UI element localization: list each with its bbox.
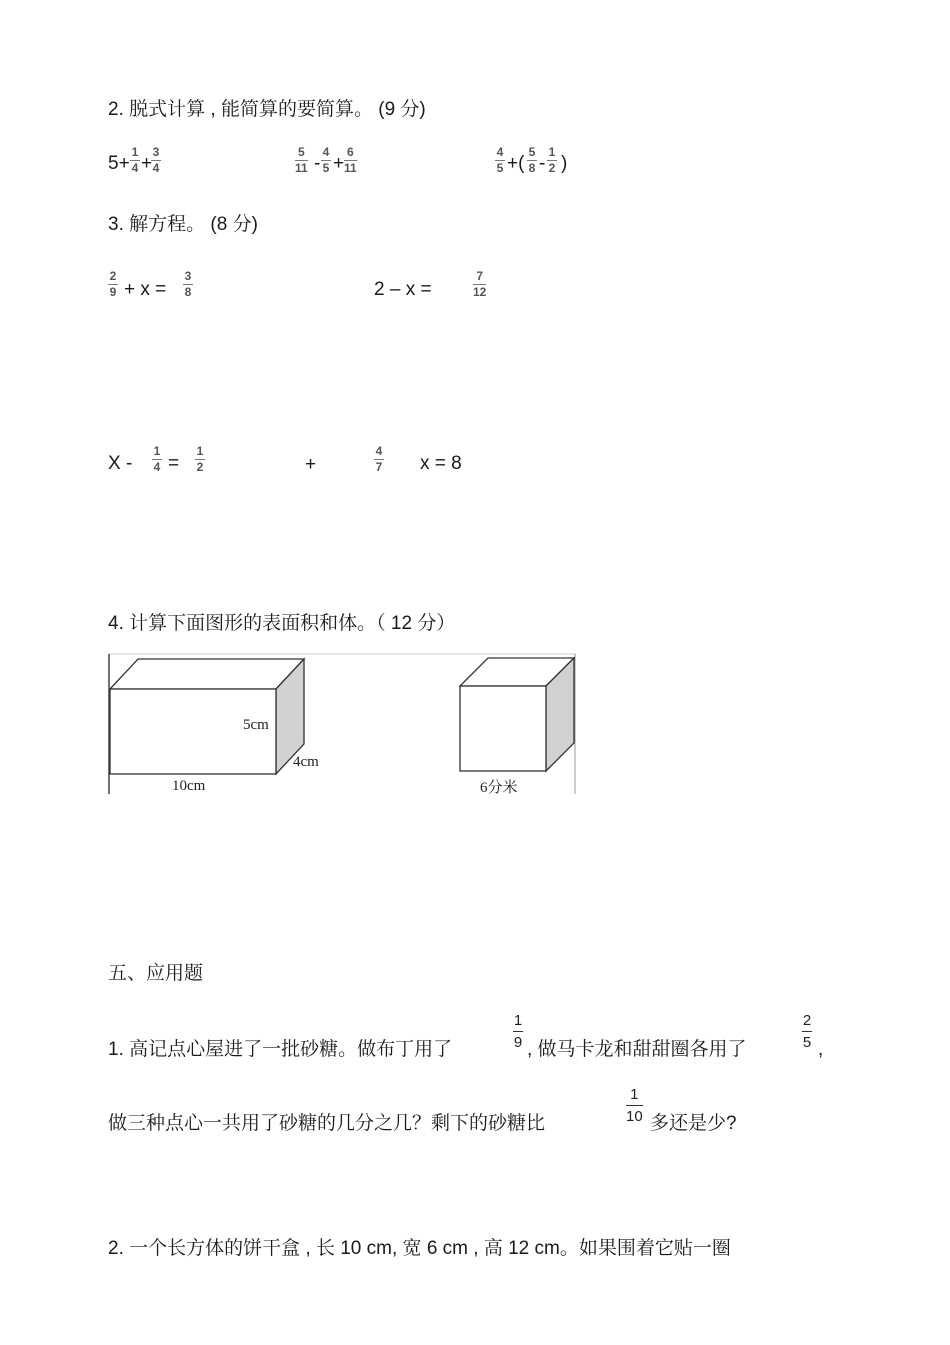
equation-tail: x = 8 [420, 453, 462, 474]
fraction: 3 8 [184, 269, 192, 299]
fraction: 1 2 [196, 444, 204, 474]
q1-text-part3: 做三种点心一共用了砂糖的几分之几？剩下的砂糖比 [108, 1113, 546, 1134]
close-paren: ) [561, 153, 568, 174]
fraction: 2 9 [109, 269, 117, 299]
minus-sign: - [539, 153, 546, 174]
fraction: 5 8 [528, 145, 536, 175]
q1-text-part2: , 做马卡龙和甜甜圈各用了 [527, 1039, 747, 1060]
q1-comma: , [818, 1039, 824, 1060]
question-2: 2. 一个长方体的饼干盒 , 长 10 cm, 宽 6 cm , 高 12 cm。如果围着它贴一圈 [108, 1238, 731, 1259]
plus-sign: + [305, 454, 317, 475]
minus-sign: - [314, 153, 321, 174]
q1-text-part4: 多还是少? [650, 1113, 737, 1134]
section2-title: 2. 脱式计算 , 能简算的要简算。 (9 分) [108, 99, 426, 120]
section4-title: 4. 计算下面图形的表面积和体。（ 12 分） [108, 613, 456, 634]
solid-figures [106, 652, 578, 798]
fraction: 1 4 [131, 145, 139, 175]
cube-edge-label: 6分米 [480, 780, 518, 796]
open-paren: +( [507, 153, 525, 174]
equation-middle: + x = [124, 279, 167, 300]
equals-sign: = [168, 453, 180, 474]
expr1-lead: 5+ [108, 153, 130, 174]
cuboid [110, 659, 304, 774]
fraction: 1 4 [153, 444, 161, 474]
fraction: 3 4 [152, 145, 160, 175]
cuboid-height-label: 5cm [243, 717, 269, 733]
cuboid-width-label: 4cm [293, 754, 319, 770]
fraction: 4 5 [496, 145, 504, 175]
cuboid-length-label: 10cm [172, 778, 206, 794]
fraction: 7 12 [473, 269, 487, 299]
plus-sign: + [333, 153, 345, 174]
fraction: 1 2 [548, 145, 556, 175]
fraction: 6 11 [344, 145, 357, 175]
fraction: 2 5 [802, 1012, 812, 1051]
equation-lead: 2 – x = [374, 279, 432, 300]
cube [460, 658, 574, 771]
fraction: 1 9 [513, 1012, 523, 1051]
section5-title: 五、应用题 [108, 963, 204, 984]
equation-lead: X - [108, 453, 133, 474]
fraction: 5 11 [295, 145, 308, 175]
fraction: 1 10 [626, 1086, 643, 1125]
fraction: 4 7 [375, 444, 383, 474]
plus-sign: + [141, 153, 153, 174]
section3-title: 3. 解方程。 (8 分) [108, 214, 258, 235]
q1-text-part1: 1. 高记点心屋进了一批砂糖。做布丁用了 [108, 1039, 453, 1060]
fraction: 4 5 [322, 145, 330, 175]
